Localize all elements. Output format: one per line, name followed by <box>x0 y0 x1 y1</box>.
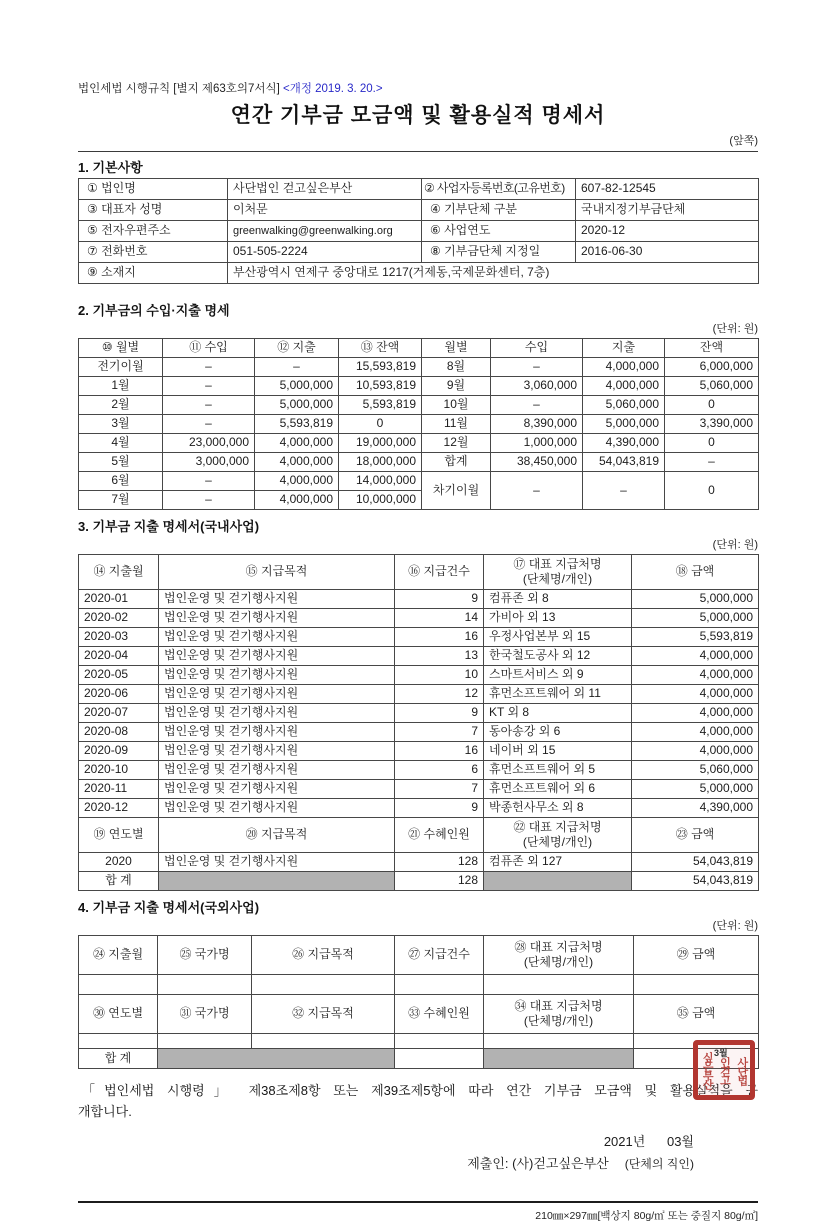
cell: – <box>163 358 255 377</box>
domestic-expense-table <box>78 554 759 891</box>
table-row <box>79 666 759 685</box>
col-header-line: ⑰ 대표 지급처명 <box>513 557 602 571</box>
header-row <box>79 936 759 975</box>
col-header: 잔액 <box>665 339 759 358</box>
cell: 동아송강 외 6 <box>484 723 632 742</box>
cell: 법인운영 및 걷기행사지원 <box>159 609 395 628</box>
cell: 법인운영 및 걷기행사지원 <box>159 647 395 666</box>
field-label: ① 법인명 <box>79 179 228 200</box>
col-header-line: (단체명/개인) <box>523 955 594 969</box>
table-row <box>79 780 759 799</box>
col-header: ㉚ 연도별 <box>79 995 158 1034</box>
cell: – <box>163 472 255 491</box>
cell <box>159 872 395 891</box>
field-value: 607-82-12545 <box>576 179 759 200</box>
field-label: ⑤ 전자우편주소 <box>79 221 228 242</box>
cell: 54,043,819 <box>583 453 665 472</box>
col-header-line: (단체명/개인) <box>523 1014 594 1028</box>
regulation-note-text: 법인세법 시행규칙 [별지 제63호의7서식] <box>78 83 280 95</box>
table-row <box>79 685 759 704</box>
cell: 4,000,000 <box>632 666 759 685</box>
cell: 16 <box>395 742 484 761</box>
cell: 5,060,000 <box>583 396 665 415</box>
cell: 4,000,000 <box>255 491 339 510</box>
regulation-note <box>78 0 758 96</box>
cell: 5,000,000 <box>632 780 759 799</box>
table-row <box>79 242 759 263</box>
header-row <box>79 555 759 590</box>
cell: 7 <box>395 780 484 799</box>
section4-heading: 4. 기부금 지출 명세서(국외사업) <box>78 900 260 915</box>
cell: 10,000,000 <box>339 491 422 510</box>
cell: 2020-06 <box>79 685 159 704</box>
cell: 54,043,819 <box>632 853 759 872</box>
cell: 2020-09 <box>79 742 159 761</box>
col-header: ㉓ 금액 <box>632 818 759 853</box>
section2-heading: 2. 기부금의 수입·지출 명세 <box>78 303 230 318</box>
col-header <box>484 936 634 975</box>
cell: 5,060,000 <box>665 377 759 396</box>
paper-size-note: 210㎜×297㎜[백상지 80g/㎡ 또는 중질지 80g/㎡] <box>535 1209 758 1222</box>
seal-text: 인걷고 <box>718 1056 731 1084</box>
col-header: ㉟ 금액 <box>634 995 759 1034</box>
corporate-seal <box>693 1040 755 1100</box>
cell: 12월 <box>422 434 491 453</box>
cell: 법인운영 및 걷기행사지원 <box>159 799 395 818</box>
cell: 법인운영 및 걷기행사지원 <box>159 853 395 872</box>
field-value: 부산광역시 연제구 중앙대로 1217(거제동,국제문화센터, 7층) <box>228 263 759 284</box>
col-header: ⑪ 수입 <box>163 339 255 358</box>
cell: 법인운영 및 걷기행사지원 <box>159 666 395 685</box>
field-label: ⑨ 소재지 <box>79 263 228 284</box>
cell: 5,593,819 <box>255 415 339 434</box>
cell: 9 <box>395 704 484 723</box>
cell: – <box>163 396 255 415</box>
cell: 2020 <box>79 853 159 872</box>
cell: 법인운영 및 걷기행사지원 <box>159 685 395 704</box>
cell: 4,000,000 <box>632 685 759 704</box>
table-row <box>79 434 759 453</box>
cell: 18,000,000 <box>339 453 422 472</box>
cell: 23,000,000 <box>163 434 255 453</box>
declaration-text <box>78 1081 758 1123</box>
cell: 19,000,000 <box>339 434 422 453</box>
cell <box>634 975 759 995</box>
col-header: ⑯ 지급건수 <box>395 555 484 590</box>
field-label: ③ 대표자 성명 <box>79 200 228 221</box>
foreign-expense-table <box>78 935 759 1069</box>
col-header: ㉖ 지급목적 <box>252 936 395 975</box>
cell: 5,000,000 <box>632 590 759 609</box>
table-row <box>79 179 759 200</box>
cell: 2020-02 <box>79 609 159 628</box>
cell: 컴퓨존 외 127 <box>484 853 632 872</box>
seal-overlay-text: 3월 <box>714 1048 728 1058</box>
cell: 법인운영 및 걷기행사지원 <box>159 761 395 780</box>
cell: 11월 <box>422 415 491 434</box>
cell: 2020-04 <box>79 647 159 666</box>
cell: 한국철도공사 외 12 <box>484 647 632 666</box>
table-row <box>79 647 759 666</box>
cell: 법인운영 및 걷기행사지원 <box>159 780 395 799</box>
cell: 휴먼소프트웨어 외 5 <box>484 761 632 780</box>
cell: 전기이월 <box>79 358 163 377</box>
col-header-line: (단체명/개인) <box>522 835 593 849</box>
cell: 4,000,000 <box>255 434 339 453</box>
cell <box>484 975 634 995</box>
cell <box>395 975 484 995</box>
cell: 5,593,819 <box>632 628 759 647</box>
cell: 5,000,000 <box>583 415 665 434</box>
col-header: ㉕ 국가명 <box>158 936 252 975</box>
cell: 법인운영 및 걷기행사지원 <box>159 704 395 723</box>
cell: 1,000,000 <box>491 434 583 453</box>
submitter-name: 제출인: (사)걷고싶은부산 <box>467 1155 609 1171</box>
cell <box>252 1034 395 1049</box>
col-header: ⑳ 지급목적 <box>159 818 395 853</box>
cell: 4,000,000 <box>583 377 665 396</box>
cell: 6,000,000 <box>665 358 759 377</box>
total-row <box>79 1049 759 1069</box>
table-row <box>79 853 759 872</box>
cell: 5월 <box>79 453 163 472</box>
cell: 4,390,000 <box>583 434 665 453</box>
cell: 4,000,000 <box>632 647 759 666</box>
table-row <box>79 609 759 628</box>
field-value: 2020-12 <box>576 221 759 242</box>
cell: 128 <box>395 853 484 872</box>
cell: 네이버 외 15 <box>484 742 632 761</box>
cell: – <box>163 491 255 510</box>
cell: 법인운영 및 걷기행사지원 <box>159 590 395 609</box>
header-row <box>79 818 759 853</box>
cell <box>484 1049 634 1069</box>
col-header <box>484 995 634 1034</box>
date-line: 2021년 03월 <box>603 1133 694 1149</box>
cell: 7월 <box>79 491 163 510</box>
cell: 2020-10 <box>79 761 159 780</box>
cell: – <box>491 358 583 377</box>
cell: – <box>163 377 255 396</box>
cell <box>395 1049 484 1069</box>
col-header: ㉛ 국가명 <box>158 995 252 1034</box>
table-row <box>79 415 759 434</box>
row-label: 합 계 <box>79 872 159 891</box>
cell: 3,390,000 <box>665 415 759 434</box>
cell: 1월 <box>79 377 163 396</box>
cell: 0 <box>665 472 759 510</box>
table-row <box>79 761 759 780</box>
cell: 6월 <box>79 472 163 491</box>
cell: 2020-12 <box>79 799 159 818</box>
cell: 10,593,819 <box>339 377 422 396</box>
cell: 휴먼소프트웨어 외 6 <box>484 780 632 799</box>
cell: KT 외 8 <box>484 704 632 723</box>
divider <box>78 151 758 152</box>
cell: 9월 <box>422 377 491 396</box>
table-row <box>79 221 759 242</box>
cell: 8월 <box>422 358 491 377</box>
field-label: ② 사업자등록번호(고유번호) <box>422 179 576 200</box>
cell: 4,000,000 <box>632 704 759 723</box>
cell: 10 <box>395 666 484 685</box>
cell: 5,000,000 <box>255 396 339 415</box>
col-header: ㉝ 수혜인원 <box>395 995 484 1034</box>
cell: 2020-07 <box>79 704 159 723</box>
cell: 5,000,000 <box>632 609 759 628</box>
signature-block <box>78 1131 758 1175</box>
cell: – <box>583 472 665 510</box>
cell: 5,593,819 <box>339 396 422 415</box>
row-label: 합계 <box>422 453 491 472</box>
cell: 5,000,000 <box>255 377 339 396</box>
field-value: 2016-06-30 <box>576 242 759 263</box>
cell: 2020-01 <box>79 590 159 609</box>
table-row <box>79 453 759 472</box>
col-header: 수입 <box>491 339 583 358</box>
col-header: ⑲ 연도별 <box>79 818 159 853</box>
cell: 4,000,000 <box>583 358 665 377</box>
col-header-line: ㉘ 대표 지급처명 <box>514 940 603 954</box>
col-header: 지출 <box>583 339 665 358</box>
form-title: 연간 기부금 모금액 및 활용실적 명세서 <box>230 104 606 127</box>
seal-text: 싶은부산 <box>701 1052 714 1088</box>
col-header: ⑩ 월별 <box>79 339 163 358</box>
cell: 2020-11 <box>79 780 159 799</box>
col-header: ㉙ 금액 <box>634 936 759 975</box>
cell: 15,593,819 <box>339 358 422 377</box>
header-row <box>79 339 759 358</box>
submitter-line <box>78 1153 694 1175</box>
table-row <box>79 472 759 491</box>
field-label: ⑧ 기부금단체 지정일 <box>422 242 576 263</box>
cell: – <box>163 415 255 434</box>
cell: 2월 <box>79 396 163 415</box>
table-row <box>79 396 759 415</box>
row-label: 합 계 <box>79 1049 158 1069</box>
col-header: ⑭ 지출월 <box>79 555 159 590</box>
table-row <box>79 975 759 995</box>
table-row <box>79 723 759 742</box>
cell: 9 <box>395 799 484 818</box>
cell: 4,000,000 <box>632 723 759 742</box>
cell <box>79 975 158 995</box>
col-header: ㉑ 수혜인원 <box>395 818 484 853</box>
cell: – <box>491 472 583 510</box>
cell: 스마트서비스 외 9 <box>484 666 632 685</box>
col-header <box>484 818 632 853</box>
cell: 8,390,000 <box>491 415 583 434</box>
table-row <box>79 200 759 221</box>
cell: 4월 <box>79 434 163 453</box>
cell: 가비아 외 13 <box>484 609 632 628</box>
col-header-line: (단체명/개인) <box>522 572 593 586</box>
cell: 128 <box>395 872 484 891</box>
cell: 법인운영 및 걷기행사지원 <box>159 723 395 742</box>
cell: 7 <box>395 723 484 742</box>
field-value: 이처문 <box>228 200 422 221</box>
cell: 4,000,000 <box>255 453 339 472</box>
col-header: ㉔ 지출월 <box>79 936 158 975</box>
table-row <box>79 1034 759 1049</box>
cell <box>252 975 395 995</box>
seal-instruction: (단체의 직인) <box>624 1156 694 1171</box>
cell <box>484 1034 634 1049</box>
cell: 3,060,000 <box>491 377 583 396</box>
form-content <box>78 0 758 1223</box>
field-label: ⑦ 전화번호 <box>79 242 228 263</box>
cell: 12 <box>395 685 484 704</box>
header-row <box>79 995 759 1034</box>
field-value: 국내지정기부금단체 <box>576 200 759 221</box>
total-row <box>79 872 759 891</box>
cell: – <box>255 358 339 377</box>
col-header-line: ㉞ 대표 지급처명 <box>514 999 603 1013</box>
cell: 10월 <box>422 396 491 415</box>
monthly-income-expense-table <box>78 338 759 510</box>
cell: 4,000,000 <box>255 472 339 491</box>
cell: 박종헌사무소 외 8 <box>484 799 632 818</box>
table-row <box>79 799 759 818</box>
cell: 9 <box>395 590 484 609</box>
cell: 우정사업본부 외 15 <box>484 628 632 647</box>
cell <box>395 1034 484 1049</box>
section1-heading: 1. 기본사항 <box>78 160 143 175</box>
field-value: 051-505-2224 <box>228 242 422 263</box>
field-value: greenwalking@greenwalking.org <box>228 221 422 242</box>
col-header <box>484 555 632 590</box>
cell: 5,060,000 <box>632 761 759 780</box>
cell <box>158 975 252 995</box>
col-header: 월별 <box>422 339 491 358</box>
cell: – <box>491 396 583 415</box>
table-row <box>79 263 759 284</box>
col-header: ㉜ 지급목적 <box>252 995 395 1034</box>
unit-label: (단위: 원) <box>712 920 758 932</box>
cell: 2020-05 <box>79 666 159 685</box>
field-value: 사단법인 걷고싶은부산 <box>228 179 422 200</box>
cell: 16 <box>395 628 484 647</box>
cell: 6 <box>395 761 484 780</box>
field-label: ⑥ 사업연도 <box>422 221 576 242</box>
revision-note: <개정 2019. 3. 20.> <box>283 83 383 95</box>
cell: 4,390,000 <box>632 799 759 818</box>
cell: 14,000,000 <box>339 472 422 491</box>
cell: 컴퓨존 외 8 <box>484 590 632 609</box>
cell: 3월 <box>79 415 163 434</box>
table-row <box>79 590 759 609</box>
cell: 2020-03 <box>79 628 159 647</box>
table-row <box>79 742 759 761</box>
declaration-line1: 「법인세법 시행령」 제38조제8항 또는 제39조제5항에 따라 연간 기부금 모금액 및 활용실적을 공 <box>82 1083 758 1098</box>
cell <box>79 1034 158 1049</box>
col-header-line: ㉒ 대표 지급처명 <box>513 820 602 834</box>
front-side-label: (앞쪽) <box>729 135 758 147</box>
table-row <box>79 377 759 396</box>
cell: 13 <box>395 647 484 666</box>
section3-heading: 3. 기부금 지출 명세서(국내사업) <box>78 519 260 534</box>
cell <box>158 1034 252 1049</box>
cell: 38,450,000 <box>491 453 583 472</box>
cell: – <box>665 453 759 472</box>
cell <box>158 1049 395 1069</box>
col-header: ㉗ 지급건수 <box>395 936 484 975</box>
cell: 법인운영 및 걷기행사지원 <box>159 742 395 761</box>
seal-text: 사단법 <box>735 1056 748 1084</box>
cell: 0 <box>665 396 759 415</box>
cell: 2020-08 <box>79 723 159 742</box>
col-header: ⑬ 잔액 <box>339 339 422 358</box>
cell <box>484 872 632 891</box>
cell: 3,000,000 <box>163 453 255 472</box>
col-header: ⑫ 지출 <box>255 339 339 358</box>
cell: 0 <box>339 415 422 434</box>
unit-label: (단위: 원) <box>712 539 758 551</box>
cell: 54,043,819 <box>632 872 759 891</box>
cell: 휴먼소프트웨어 외 11 <box>484 685 632 704</box>
declaration-line2: 개합니다. <box>78 1103 132 1119</box>
table-row <box>79 704 759 723</box>
row-label: 차기이월 <box>422 472 491 510</box>
cell: 0 <box>665 434 759 453</box>
cell: 14 <box>395 609 484 628</box>
cell: 법인운영 및 걷기행사지원 <box>159 628 395 647</box>
col-header: ⑱ 금액 <box>632 555 759 590</box>
col-header: ⑮ 지급목적 <box>159 555 395 590</box>
table-row <box>79 628 759 647</box>
field-label: ④ 기부단체 구분 <box>422 200 576 221</box>
basic-info-table <box>78 178 759 284</box>
cell: 4,000,000 <box>632 742 759 761</box>
unit-label: (단위: 원) <box>712 323 758 335</box>
table-row <box>79 358 759 377</box>
